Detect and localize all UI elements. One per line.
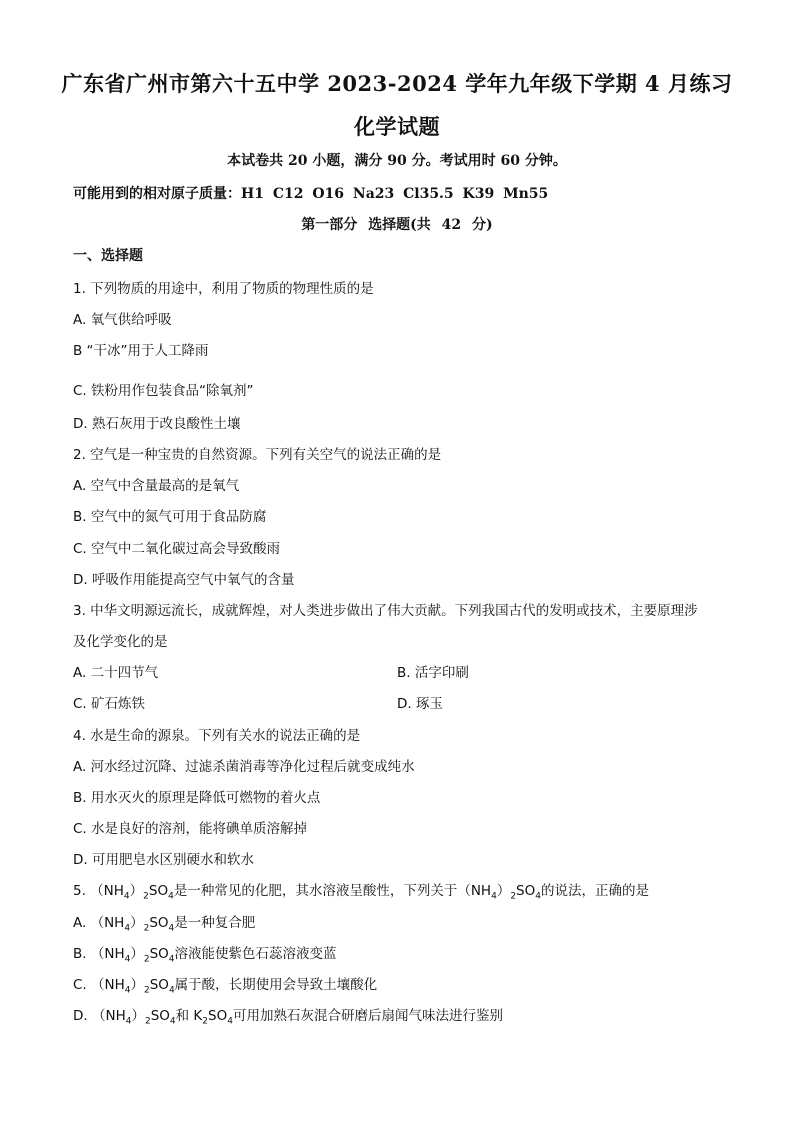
question-4-option-d: D. 可用肥皂水区别硬水和软水 — [73, 852, 254, 868]
question-2-option-c: C. 空气中二氧化碳过高会导致酸雨 — [73, 541, 281, 557]
question-4-option-a: A. 河水经过沉降、过滤杀菌消毒等净化过程后就变成纯水 — [73, 759, 415, 775]
question-5-option-c: C. $(NH_4)_2SO_4$属于酸，长期使用会导致土壤酸化 — [73, 977, 378, 996]
question-5-option-a: A. $(NH_4)_2SO_4$是一种复合肥 — [73, 915, 256, 934]
question-1-option-b: B “干冰”用于人工降雨 — [73, 343, 209, 359]
atomic-masses: 可能用到的相对原子质量：H1 C12 O16 Na23 Cl35.5 K39 Mn55 — [73, 186, 549, 202]
question-4-stem: 4. 水是生命的源泉。下列有关水的说法正确的是 — [73, 728, 361, 744]
question-2-option-d: D. 呼吸作用能提高空气中氧气的含量 — [73, 572, 295, 588]
question-3-stem-line1: 3. 中华文明源远流长，成就辉煌，对人类进步做出了伟大贡献。下列我国古代的发明或技术，主要原理涉 — [73, 603, 698, 619]
question-1-stem: 1. 下列物质的用途中，利用了物质的物理性质的是 — [73, 281, 374, 297]
exam-subject: 化学试题 — [354, 114, 440, 139]
part-title: 第一部分 选择题(共 42 分) — [301, 217, 493, 233]
question-4-option-c: C. 水是良好的溶剂，能将碘单质溶解掉 — [73, 821, 308, 837]
question-2-stem: 2. 空气是一种宝贵的自然资源。下列有关空气的说法正确的是 — [73, 447, 442, 463]
question-1-option-d: D. 熟石灰用于改良酸性土壤 — [73, 416, 241, 432]
question-2-option-b: B. 空气中的氮气可用于食品防腐 — [73, 509, 267, 525]
section-title: 一、选择题 — [73, 248, 143, 264]
question-4-option-b: B. 用水灭火的原理是降低可燃物的着火点 — [73, 790, 321, 806]
exam-info: 本试卷共 20 小题，满分 90 分。考试用时 60 分钟。 — [227, 153, 567, 169]
question-5-stem: 5. $(NH_4)_2SO_4$是一种常见的化肥，其水溶液呈酸性，下列关于$(NH_4)_2SO_4$的说法，正确的是 — [73, 883, 649, 902]
question-3-option-c: C. 矿石炼铁 — [73, 696, 146, 712]
question-2-option-a: A. 空气中含量最高的是氧气 — [73, 478, 240, 494]
exam-title: 广东省广州市第六十五中学 2023-2024 学年九年级下学期 4 月练习 — [61, 71, 733, 96]
question-3-option-a: A. 二十四节气 — [73, 665, 159, 681]
question-1-option-a: A. 氧气供给呼吸 — [73, 312, 172, 328]
question-5-option-d: D. $(NH_4)_2SO_4$和 $K_2SO_4$可用加熟石灰混合研磨后扇闻气味法进行鉴别 — [73, 1008, 503, 1027]
question-3-option-b: B. 活字印刷 — [397, 665, 469, 681]
question-5-option-b: B. $(NH_4)_2SO_4$溶液能使紫色石蕊溶液变蓝 — [73, 946, 337, 965]
question-3-option-d: D. 琢玉 — [397, 696, 443, 712]
question-1-option-c: C. 铁粉用作包装食品“除氧剂” — [73, 383, 254, 399]
question-3-stem-line2: 及化学变化的是 — [73, 634, 168, 650]
